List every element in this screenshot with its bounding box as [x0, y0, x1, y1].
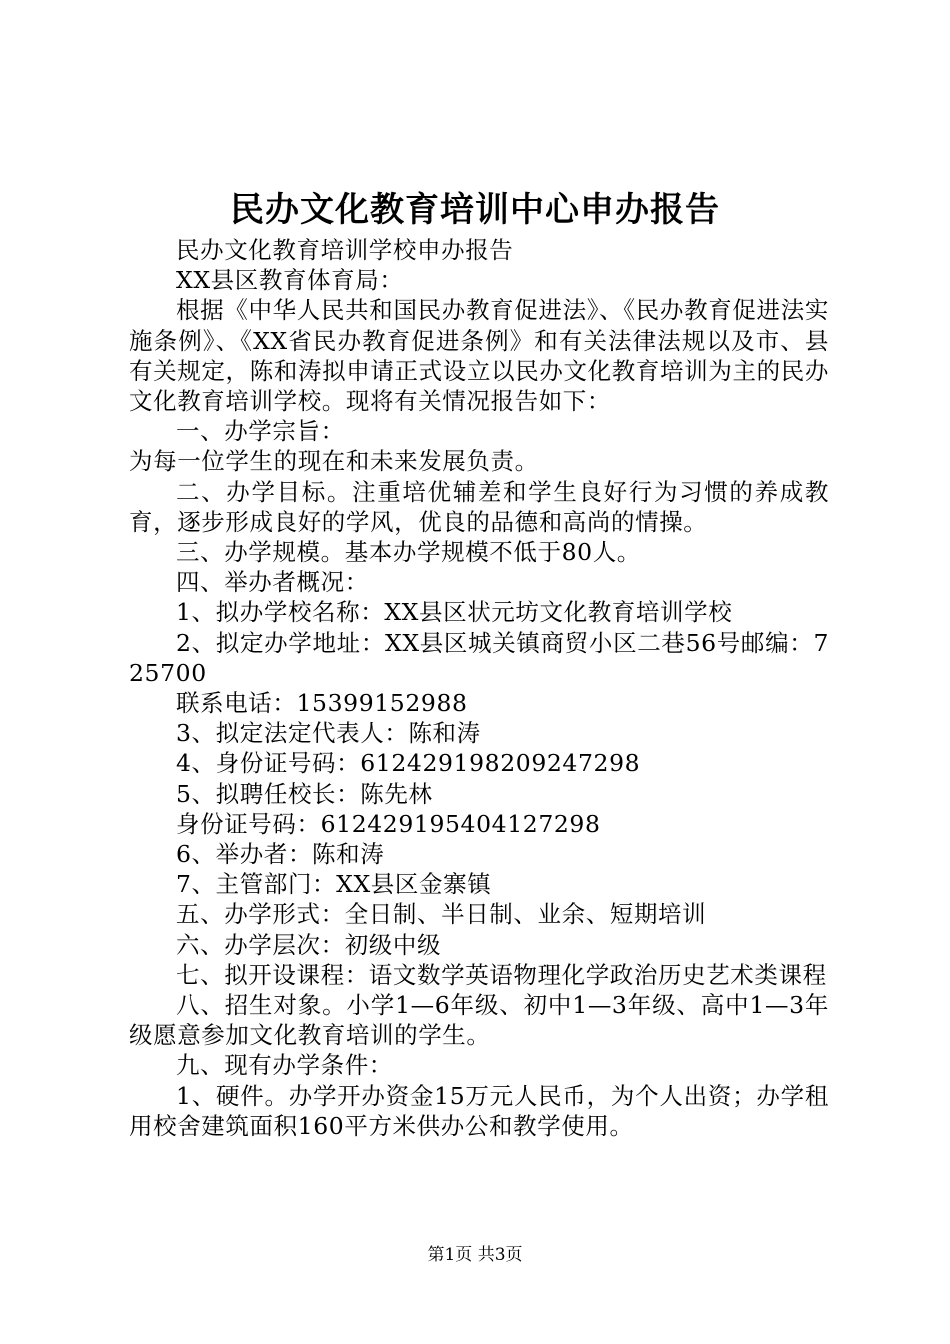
paragraph-section-3: 三、办学规模。基本办学规模不低于80人。 [176, 538, 641, 567]
paragraph-item-6: 6、举办者：陈和涛 [176, 840, 385, 869]
paragraph-section-2: 二、办学目标。注重培优辅差和学生良好行为习惯的养成教育，逐步形成良好的学风，优良的品德和高尚的情操。 [129, 477, 829, 536]
paragraph-purpose: 为每一位学生的现在和未来发展负责。 [129, 447, 539, 476]
paragraph-item-1: 1、拟办学校名称：XX县区状元坊文化教育培训学校 [176, 598, 733, 627]
document-title: 民办文化教育培训中心申办报告 [230, 190, 720, 230]
page-indicator: 第1页 共3页 [427, 1245, 523, 1265]
paragraph-section-7: 七、拟开设课程：语文数学英语物理化学政治历史艺术类课程 [176, 960, 827, 989]
paragraph-hardware: 1、硬件。办学开办资金15万元人民币，为个人出资；办学租用校舍建筑面积160平方米供办公和教学使用。 [129, 1081, 829, 1140]
paragraph-section-4: 四、举办者概况： [176, 568, 369, 597]
paragraph-section-1: 一、办学宗旨： [176, 417, 345, 446]
paragraph-item-3: 3、拟定法定代表人：陈和涛 [176, 719, 481, 748]
document-body [129, 235, 829, 1141]
paragraph-section-9: 九、现有办学条件： [176, 1051, 393, 1080]
paragraph-addressee: XX县区教育体育局： [176, 266, 404, 295]
paragraph-section-6: 六、办学层次：初级中级 [176, 930, 442, 959]
paragraph-item-7: 7、主管部门：XX县区金寨镇 [176, 870, 492, 899]
paragraph-item-2: 2、拟定办学地址：XX县区城关镇商贸小区二巷56号邮编：725700 [129, 628, 829, 687]
paragraph-section-5: 五、办学形式：全日制、半日制、业余、短期培训 [176, 900, 707, 929]
paragraph-subtitle: 民办文化教育培训学校申办报告 [176, 236, 514, 264]
paragraph-item-4: 4、身份证号码：612429198209247298 [176, 749, 641, 778]
paragraph-intro: 根据《中华人民共和国民办教育促进法》、《民办教育促进法实施条例》、《XX省民办教育促进条例》和有关法律法规以及市、县有关规定，陈和涛拟申请正式设立以民办文化教育培训为主的民办文化教育培训学校。现将有关情况报告如下： [129, 296, 829, 416]
paragraph-principal-id: 身份证号码：612429195404127298 [176, 809, 601, 838]
paragraph-item-5: 5、拟聘任校长：陈先林 [176, 779, 433, 808]
paragraph-section-8: 八、招生对象。小学1—6年级、初中1—3年级、高中1—3年级愿意参加文化教育培训的学生。 [129, 991, 829, 1050]
paragraph-phone: 联系电话：15399152988 [176, 689, 468, 718]
